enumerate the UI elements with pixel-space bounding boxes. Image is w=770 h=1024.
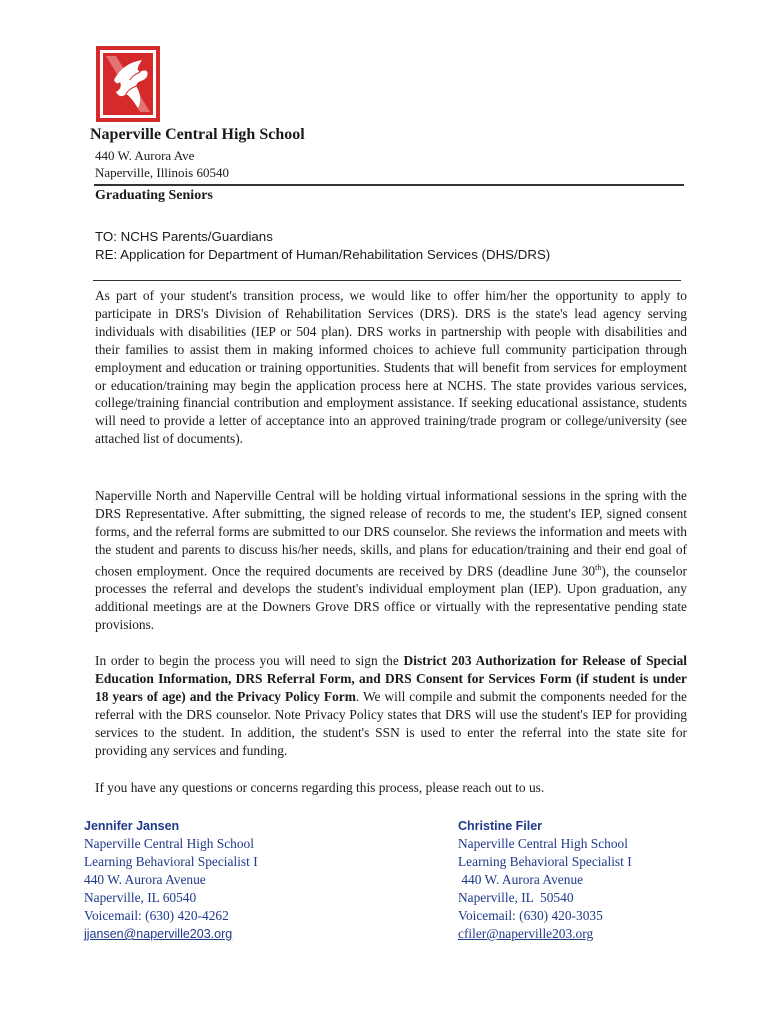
contact-voicemail: Voicemail: (630) 420-4262: [84, 908, 229, 923]
contact-school: Naperville Central High School: [84, 836, 254, 851]
memo-to: TO: NCHS Parents/Guardians: [95, 229, 273, 244]
school-name: Naperville Central High School: [90, 126, 305, 143]
contact-school: Naperville Central High School: [458, 836, 628, 851]
contact-title: Learning Behavioral Specialist I: [458, 854, 632, 869]
paragraph-process-part2: ), the counselor processes the referral and develops the student's individual employment plan (IEP). Upon graduation, any additional meetings are at the Downers Grove DRS office or virtually with the representative pending state provisions.: [95, 563, 688, 632]
paragraph-intro: As part of your student's transition process, we would like to offer him/her the opportunity to apply to participate in DRS's Division of Rehabilitation Services (DRS). DRS is the state's lead agency serving individuals with disabilities (IEP or 504 plan). DRS works in partnership with people with disabilities and their families to assist them in making informed choices to achieve full community participation through employment and education or training opportunities. Students that will benefit from services for employment or education/training may begin the application process here at NCHS. The state provides various services, college/training financial contribution and employment assistance. If seeking educational assistance, students will need to provide a letter of acceptance into an approved training/trade program or college/university (see attached list of documents).: [95, 288, 687, 447]
memo-re: RE: Application for Department of Human/Rehabilitation Services (DHS/DRS): [95, 247, 551, 262]
closing-line: If you have any questions or concerns regarding this process, please reach out to us.: [95, 780, 545, 795]
paragraph-process-part1: Naperville North and Naperville Central will be holding virtual informational sessions in the spring with the DRS Representative. After submitting, the signed release of records to me, the student's IEP, signed consent forms, and the referral forms are submitted to our DRS counselor. She reviews the information and meets with the student and parents to discuss his/her needs, skills, and plans for education/training and their end goal of chosen employment. Once the required documents are received by DRS (deadline June 30: [95, 488, 687, 579]
contact-email-link[interactable]: jjansen@naperville203.org: [84, 927, 233, 941]
contact-name: Christine Filer: [458, 819, 543, 833]
paragraph-forms: [95, 652, 687, 759]
memo-divider: [93, 280, 681, 281]
contact-street: 440 W. Aurora Avenue: [84, 872, 206, 887]
paragraph-forms-part1: In order to begin the process you will need to sign the: [95, 653, 404, 668]
contact-street: 440 W. Aurora Avenue: [458, 872, 584, 887]
contact-block-filer: [458, 817, 632, 943]
school-address-street: 440 W. Aurora Ave: [95, 148, 195, 163]
contact-title: Learning Behavioral Specialist I: [84, 854, 258, 869]
superscript-th: th: [595, 562, 602, 572]
header-divider: [94, 184, 684, 186]
contact-city: Naperville, IL 50540: [458, 890, 574, 905]
audience-heading: Graduating Seniors: [95, 188, 213, 203]
required-forms-list: District 203 Authorization for Release of Special Education Information, DRS Referral Form, and DRS Consent for Services Form (if student is under 18 years of age) and the Privacy Policy Form: [95, 653, 687, 704]
contact-email-link[interactable]: cfiler@naperville203.org: [458, 926, 594, 941]
paragraph-forms-part2: . We will compile and submit the components needed for the referral with the DRS counselor. Note Privacy Policy states that DRS will use the student's IEP for providing services to the student. In addition, the student's SSN is used to enter the referral into the state site for providing any services and funding.: [95, 688, 687, 758]
paragraph-process: [95, 487, 687, 634]
contact-voicemail: Voicemail: (630) 420-3035: [458, 908, 603, 923]
contact-name: Jennifer Jansen: [84, 819, 180, 833]
contact-block-jansen: [84, 817, 258, 943]
school-address-city: Naperville, Illinois 60540: [95, 165, 229, 180]
school-logo-icon: [96, 46, 160, 122]
contact-city: Naperville, IL 60540: [84, 890, 197, 905]
